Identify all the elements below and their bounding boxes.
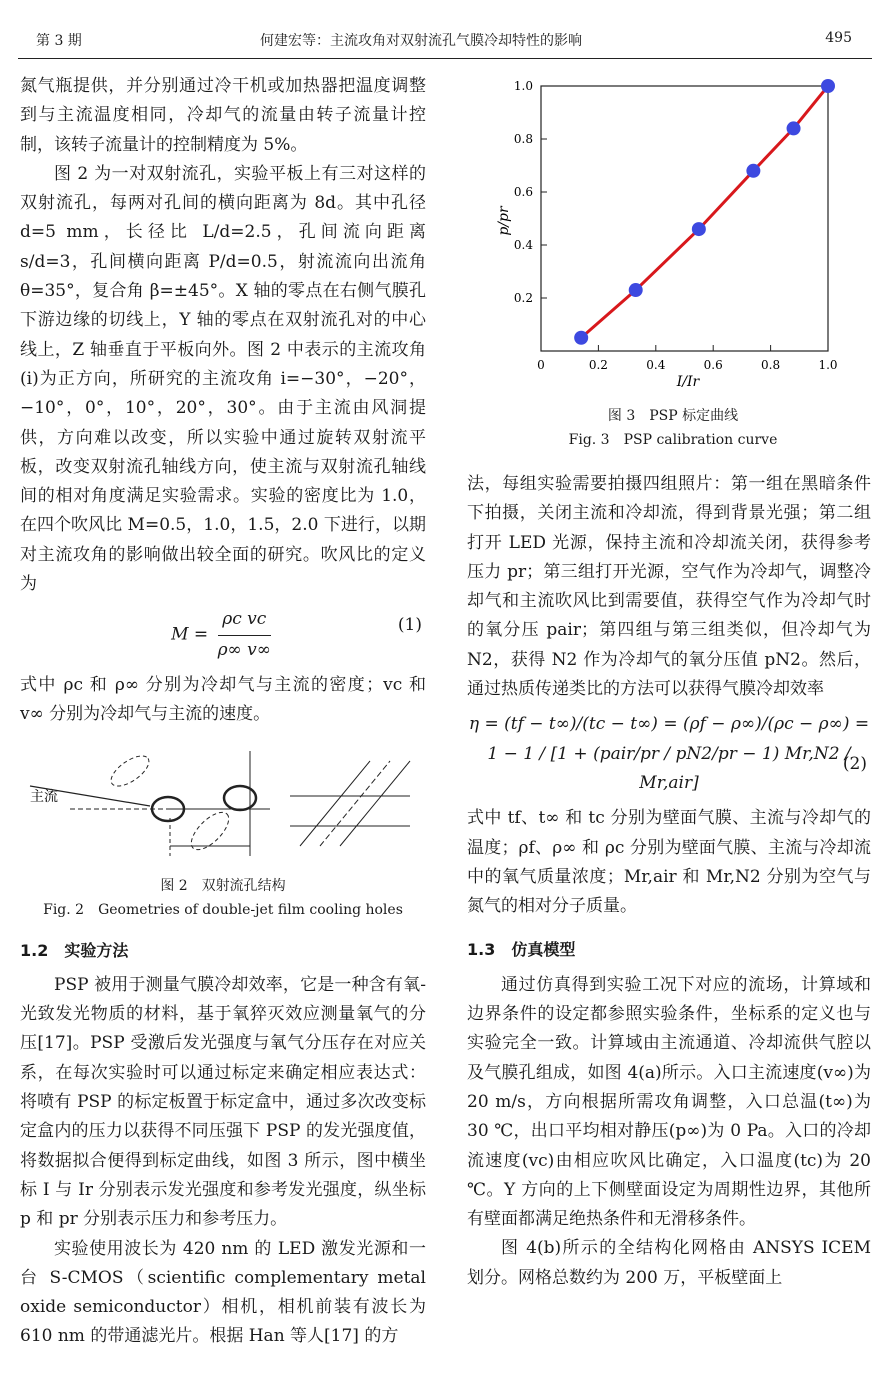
data-point	[787, 121, 801, 135]
psp-calibration-chart	[478, 66, 868, 406]
paragraph: 氮气瓶提供，并分别通过冷干机或加热器把温度调整到与主流温度相同，冷却气的流量由转子流量计控制，该转子流量计的控制精度为 5%。	[20, 76, 426, 155]
data-point	[746, 164, 760, 178]
running-title: 何建宏等：主流攻角对双射流孔气膜冷却特性的影响	[260, 33, 582, 49]
hole-projection-left	[106, 750, 154, 792]
running-header	[20, 30, 870, 56]
x-tick-label: 0.2	[588, 358, 608, 372]
paragraph: 图 2 为一对双射流孔，实验平板上有三对这样的双射流孔，每两对孔间的横向距离为 8d。其中孔径 d=5 mm，长径比 L/d=2.5，孔间流向距离 s/d=3，孔间横向距离 P/d=0.5，射流流向出流角 θ=35°，复合角 β=±45°。X 轴的零点在右侧气膜孔下游边缘的切线上，Y 轴的零点在双射流孔对的中心线上，Z 轴垂直于平板向外。图 2 中表示的主流攻角(i)为正方向，所研究的主流攻角 i=−30°，−20°，−10°，0°，10°，20°，30°。由于主流由风洞提供，方向难以改变，所以实验中通过旋转双射流平板，改变双射流孔轴线方向，使主流与双射流孔轴线间的相对角度满足实验需求。实验的密度比为 1.0，在四个吹风比 M=0.5，1.0，1.5，2.0 下进行，以期对主流攻角的影响做出较全面的研究。吹风比的定义为	[20, 163, 426, 595]
x-tick-label: 0.4	[646, 358, 666, 372]
paragraph: 图 4(b)所示的全结构化网格由 ANSYS ICEM 划分。网格总数约为 200 万，平板壁面上	[467, 1238, 871, 1288]
fraction-denominator: ρ∞ v∞	[217, 639, 271, 660]
left-column	[20, 72, 426, 1352]
data-point	[692, 222, 706, 236]
hole-wall-line	[340, 761, 410, 846]
hole-geometry-diagram	[20, 746, 426, 866]
mainflow-label: 主流	[30, 788, 58, 805]
paragraph: 法，每组实验需要拍摄四组照片：第一组在黑暗条件下拍摄，关闭主流和冷却流，得到背景光强；第二组打开 LED 光源，保持主流和冷却流关闭，获得参考压力 pr；第三组打开光源，空气作为冷却气，调整冷却气和主流吹风比到需要值，获得空气作为冷却气时的氧分压 pair；第四组与第三组类似，但冷却气为 N2，获得 N2 作为冷却气的氧分压值 pN2。然后，通过热质传递类比的方法可以获得气膜冷却效率	[467, 474, 871, 700]
x-tick-label: 0.8	[761, 358, 781, 372]
issue-number: 第 3 期	[36, 33, 82, 49]
paragraph: PSP 被用于测量气膜冷却效率，它是一种含有氧-光致发光物质的材料，基于氧猝灭效应测量氧气的分压[17]。PSP 受激后发光强度与氧气分压存在对应关系，在每次实验时可以通过标定来确定相应表达式：将喷有 PSP 的标定板置于标定盒中，通过多次改变标定盒内的压力以获得不同压强下 PSP 的发光强度值，将数据拟合便得到标定曲线，如图 3 所示，图中横坐标 I 与 Ir 分别表示发光强度和参考发光强度，纵坐标 p 和 pr 分别表示压力和参考压力。	[20, 974, 426, 1230]
paragraph: 实验使用波长为 420 nm 的 LED 激发光源和一台 S-CMOS（scientific complementary metal oxide semiconductor）相机，相机前装有波长为 610 nm 的带通滤光片。根据 Han 等人[17] 的方	[20, 1238, 426, 1347]
figure-2-caption-cn: 图 2 双射流孔结构	[160, 877, 286, 894]
y-tick-label: 0.6	[513, 185, 533, 199]
figure-3-caption-cn: 图 3 PSP 标定曲线	[607, 408, 739, 424]
hole-right	[224, 786, 256, 810]
figure-3-caption-en: Fig. 3 PSP calibration curve	[568, 432, 778, 448]
fraction-numerator: ρc vc	[218, 605, 271, 635]
data-points	[574, 79, 835, 345]
hole-projection-right	[185, 806, 234, 855]
equation-lhs: M =	[171, 624, 209, 645]
data-point	[821, 79, 835, 93]
page-number: 495	[825, 30, 852, 46]
header-rule	[18, 58, 872, 59]
y-tick-label: 0.8	[513, 132, 533, 146]
y-tick-label: 1.0	[513, 79, 533, 93]
section-heading: 1.3 仿真模型	[467, 940, 576, 960]
equation-line-1: η = (tf − t∞)/(tc − t∞) = (ρf − ρ∞)/(ρc − ρ∞) =	[468, 714, 870, 735]
axis-ticks	[514, 79, 838, 372]
equation-number: (2)	[842, 754, 867, 775]
section-heading: 1.2 实验方法	[20, 940, 129, 960]
x-tick-label: 0.6	[703, 358, 723, 372]
x-tick-label: 1.0	[818, 358, 838, 372]
hole-wall-line	[300, 761, 370, 846]
y-axis-label: p/pr	[496, 206, 512, 236]
data-point	[574, 331, 588, 345]
y-tick-label: 0.4	[513, 238, 533, 252]
x-axis-label: I/Ir	[676, 374, 700, 390]
equation-1	[20, 605, 426, 665]
equation-line-2: 1 − 1 / [1 + (pair/pr / pN2/pr − 1) Mr,N2 / Mr,air]	[487, 743, 851, 793]
paragraph: 通过仿真得到实验工况下对应的流场，计算域和边界条件的设定都参照实验条件，坐标系的定义也与实验完全一致。计算域由主流通道、冷却流供气腔以及气膜孔组成，如图 4(a)所示。入口主流速度(v∞)为 20 m/s，方向根据所需攻角调整，入口总温(t∞)为 30 ℃，出口平均相对静压(p∞)为 0 Pa。入口的冷却流速度(vc)由相应吹风比确定，入口温度(tc)为 20 ℃。Y 方向的上下侧壁面设定为周期性边界，其他所有壁面都满足绝热条件和无滑移条件。	[467, 974, 871, 1230]
equation-fraction	[218, 605, 271, 665]
paragraph: 式中 ρc 和 ρ∞ 分别为冷却气与主流的密度；vc 和 v∞ 分别为冷却气与主流的速度。	[20, 674, 426, 725]
figure-3	[478, 66, 868, 406]
right-column	[467, 470, 871, 1293]
equation-number: (1)	[397, 615, 422, 636]
figure-2-caption-en: Fig. 2 Geometries of double-jet film cooling holes	[43, 901, 403, 918]
x-tick-label: 0	[537, 358, 545, 372]
figure-2	[20, 746, 426, 866]
y-tick-label: 0.2	[513, 291, 533, 305]
figure-3-captions	[478, 404, 868, 452]
plot-frame	[541, 86, 828, 351]
equation-2	[467, 710, 871, 798]
hole-axis-line	[320, 761, 390, 846]
data-point	[629, 283, 643, 297]
paragraph: 式中 tf、t∞ 和 tc 分别为壁面气膜、主流与冷却气的温度；ρf、ρ∞ 和 ρc 分别为壁面气膜、主流与冷却流中的氧气质量浓度；Mr,air 和 Mr,N2 分别为空气与氮气的相对分子质量。	[467, 808, 871, 917]
